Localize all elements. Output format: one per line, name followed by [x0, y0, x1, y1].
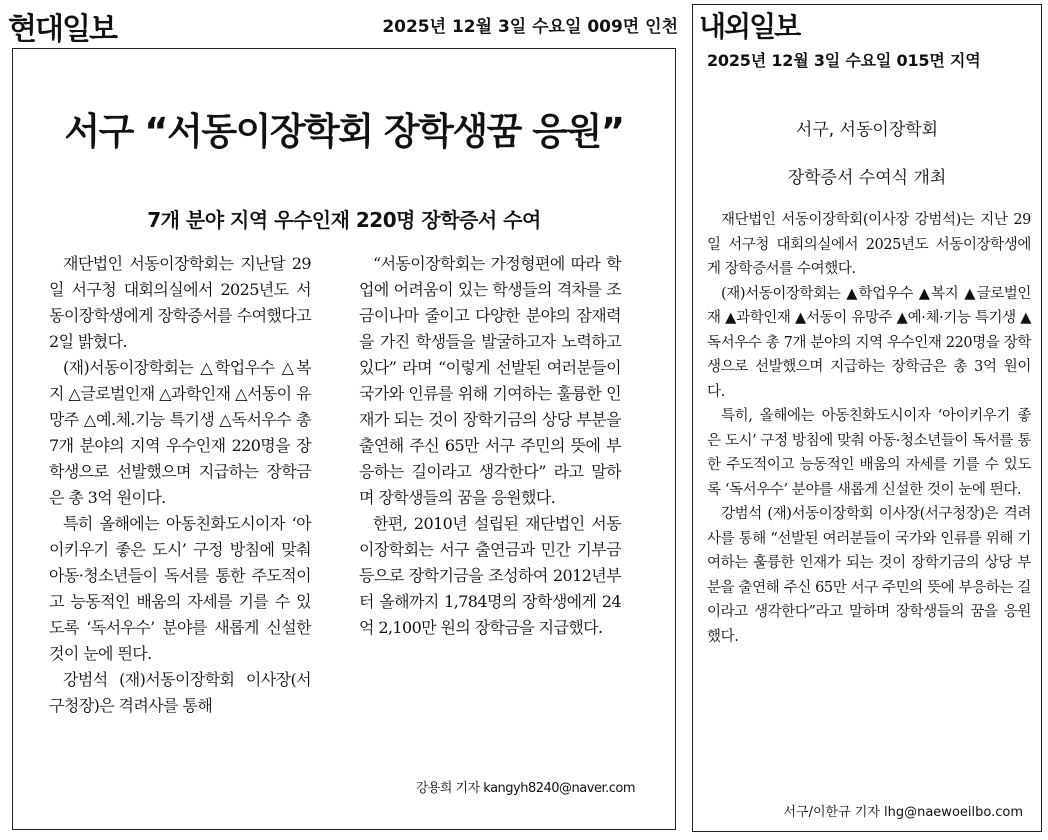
- left-date-line: 2025년 12월 3일 수요일 009면 인천: [382, 17, 678, 37]
- left-subheadline: 7개 분야 지역 우수인재 220명 장학증서 수여: [147, 208, 541, 232]
- right-body: [707, 208, 1031, 649]
- right-paragraph: 재단법인 서동이장학회(이사장 강범석)는 지난 29일 서구청 대회의실에서 2025년도 서동이장학생에게 장학증서를 수여했다.: [707, 212, 1031, 277]
- left-byline: 강용희 기자 kangyh8240@naver.com: [415, 781, 635, 796]
- right-headline: 서구, 서동이장학회: [795, 120, 939, 140]
- right-paragraph: (재)서동이장학회는 ▲학업우수 ▲복지 ▲글로벌인재 ▲과학인재 ▲서동이 유망주 ▲예·체·기능 특기생 ▲독서우수 총 7개 분야의 지역 우수인재 220명을 장학생으로 선발했으며 지급하는 장학금은 총 3억 원이다.: [707, 285, 1031, 400]
- right-paragraph: 강범석 (재)서동이장학회 이사장(서구청장)은 격려사를 통해 “선발된 여러분들이 국가와 인류를 위해 기여하는 훌륭한 인재가 되는 것이 장학기금의 상당 부분을 출연해 주신 65만 서구 주민의 뜻에 부응하는 길이라고 생각한다”라고 말하며 장학생들의 꿈을 응원했다.: [707, 506, 1031, 645]
- left-publication-name: 현대일보: [8, 12, 116, 47]
- right-paragraph: 특히, 올해에는 아동친화도시이자 ‘아이키우기 좋은 도시’ 구정 방침에 맞춰 아동·청소년들이 독서를 통한 주도적이고 능동적인 배움의 자세를 기를 수 있도록 ‘독서우수’ 분야를 새롭게 신설한 것이 눈에 띈다.: [707, 408, 1031, 498]
- right-publication-name: 내외일보: [699, 10, 800, 43]
- left-article-clipping: [4, 4, 684, 836]
- right-date-line: 2025년 12월 3일 수요일 015면 지역: [707, 51, 981, 70]
- left-col1-paragraph: (재)서동이장학회는 △학업우수 △복지 △글로벌인재 △과학인재 △서동이 유망주 △예.체.기능 특기생 △독서우수 총 7개 분야의 지역 우수인재 220명을 장학생으로 선발했으며 지급하는 장학금은 총 3억 원이다.: [49, 358, 311, 507]
- left-col2-paragraph: “서동이장학회는 가정형편에 따라 학업에 어려움이 있는 학생들의 격차를 조금이나마 줄이고 다양한 분야의 잠재력을 가진 학생들을 발굴하고자 노력하고 있다” 라며 “이렇게 선발된 여러분들이 국가와 인류를 위해 기여하는 훌륭한 인재가 되는 것이 장학기금의 상당 부분을 출연해 주신 65만 서구 주민의 뜻에 부응하는 길이라고 생각한다” 라고 말하며 장학생들의 꿈을 응원했다.: [359, 254, 621, 507]
- left-body-column-1: [49, 251, 311, 719]
- right-byline: 서구/이한규 기자 lhg@naewoeilbo.com: [783, 805, 1023, 820]
- left-col1-paragraph: 강범석 (재)서동이장학회 이사장(서구청장)은 격려사를 통해: [49, 670, 311, 715]
- left-col1-paragraph: 특히 올해에는 아동친화도시이자 ‘아이키우기 좋은 도시’ 구정 방침에 맞춰 아동·청소년들이 독서를 통한 주도적이고 능동적인 배움의 자세를 기를 수 있도록 ‘독서우수’ 분야를 새롭게 신설한 것이 눈에 띈다.: [49, 514, 311, 663]
- left-body-column-2: [359, 251, 621, 641]
- right-article-box: [692, 4, 1042, 832]
- left-col1-paragraph: 재단법인 서동이장학회는 지난달 29일 서구청 대회의실에서 2025년도 서동이장학생에게 장학증서를 수여했다고 2일 밝혔다.: [49, 254, 311, 351]
- right-article-clipping: [690, 4, 1044, 836]
- right-subheadline: 장학증서 수여식 개최: [787, 168, 947, 188]
- left-article-box: [12, 48, 676, 830]
- left-col2-paragraph: 한편, 2010년 설립된 재단법인 서동이장학회는 서구 출연금과 민간 기부금 등으로 장학기금을 조성하여 2012년부터 올해까지 1,784명의 장학생에게 24억 2,100만 원의 장학금을 지급했다.: [359, 514, 621, 637]
- left-headline: 서구 “서동이장학회 장학생꿈 응원”: [64, 110, 624, 153]
- left-article-header: [4, 4, 684, 47]
